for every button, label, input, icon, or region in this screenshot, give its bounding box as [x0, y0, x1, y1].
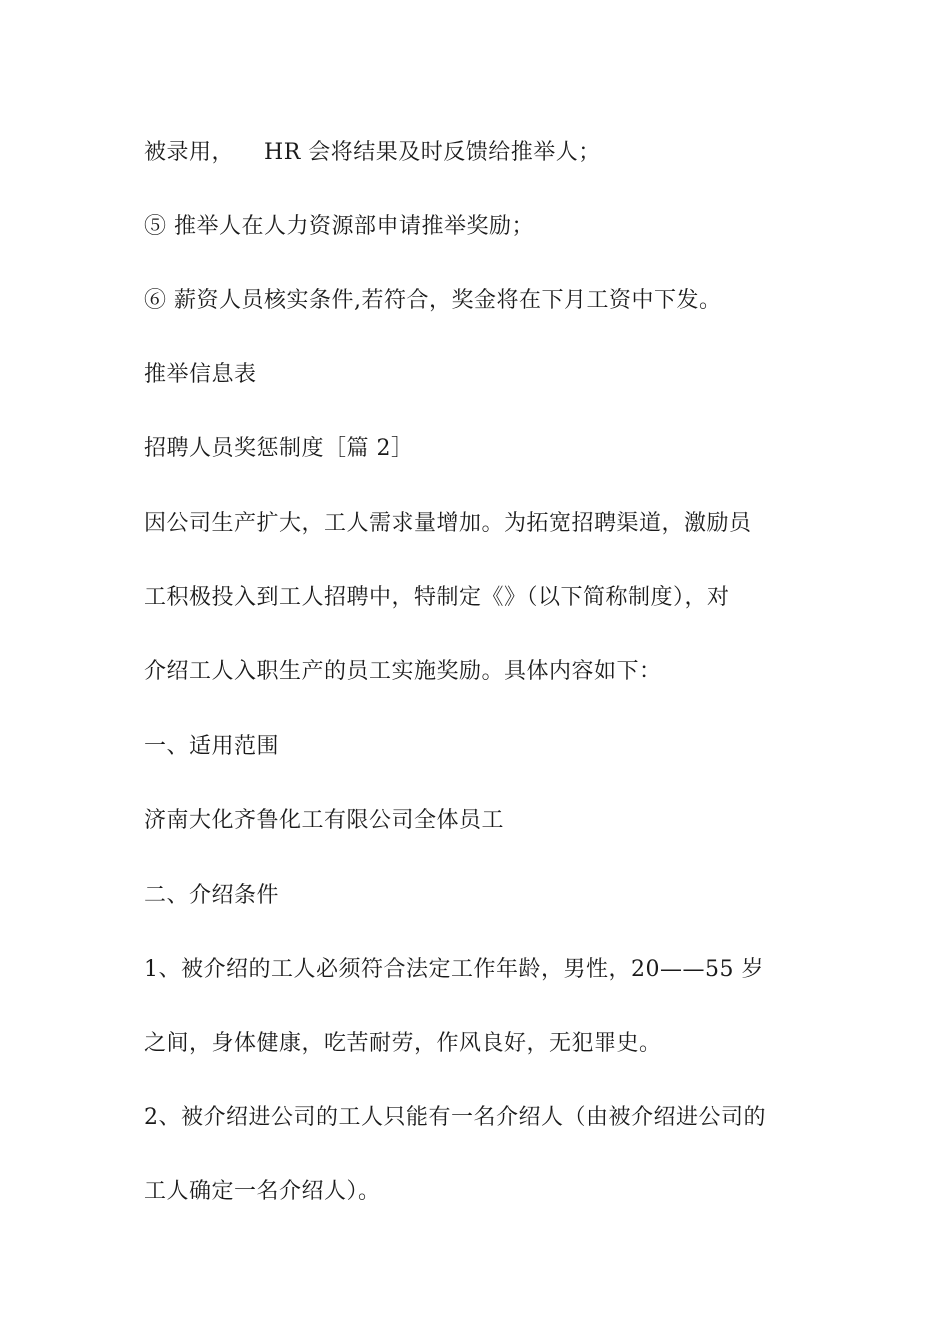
text-line-1-part-a: 被录用， [144, 140, 235, 165]
article-title: 招聘人员奖惩制度［篇 2］ [144, 436, 414, 461]
text-line-12: 1、被介绍的工人必须符合法定工作年龄，男性，20——55 岁 [144, 957, 764, 982]
section-heading-info-table: 推举信息表 [144, 362, 257, 387]
text-line-8: 介绍工人入职生产的员工实施奖励。具体内容如下： [144, 659, 662, 684]
text-line-2: ⑤ 推举人在人力资源部申请推举奖励； [144, 214, 534, 239]
section-heading-scope: 一、适用范围 [144, 734, 280, 759]
section-heading-conditions: 二、介绍条件 [144, 883, 280, 908]
text-line-6: 因公司生产扩大，工人需求量增加。为拓宽招聘渠道，激励员 [144, 511, 752, 536]
text-line-13: 之间，身体健康，吃苦耐劳，作风良好，无犯罪史。 [144, 1031, 662, 1056]
text-line-7: 工积极投入到工人招聘中，特制定《》（以下简称制度），对 [144, 585, 730, 610]
text-line-15: 工人确定一名介绍人）。 [144, 1179, 381, 1204]
text-line-14: 2、被介绍进公司的工人只能有一名介绍人（由被介绍进公司的 [144, 1105, 766, 1130]
text-line-1 [144, 139, 824, 167]
text-line-1-part-b: HR 会将结果及时反馈给推举人； [264, 140, 601, 165]
text-line-10: 济南大化齐鲁化工有限公司全体员工 [144, 808, 505, 833]
text-line-3: ⑥ 薪资人员核实条件,若符合，奖金将在下月工资中下发。 [144, 288, 722, 313]
